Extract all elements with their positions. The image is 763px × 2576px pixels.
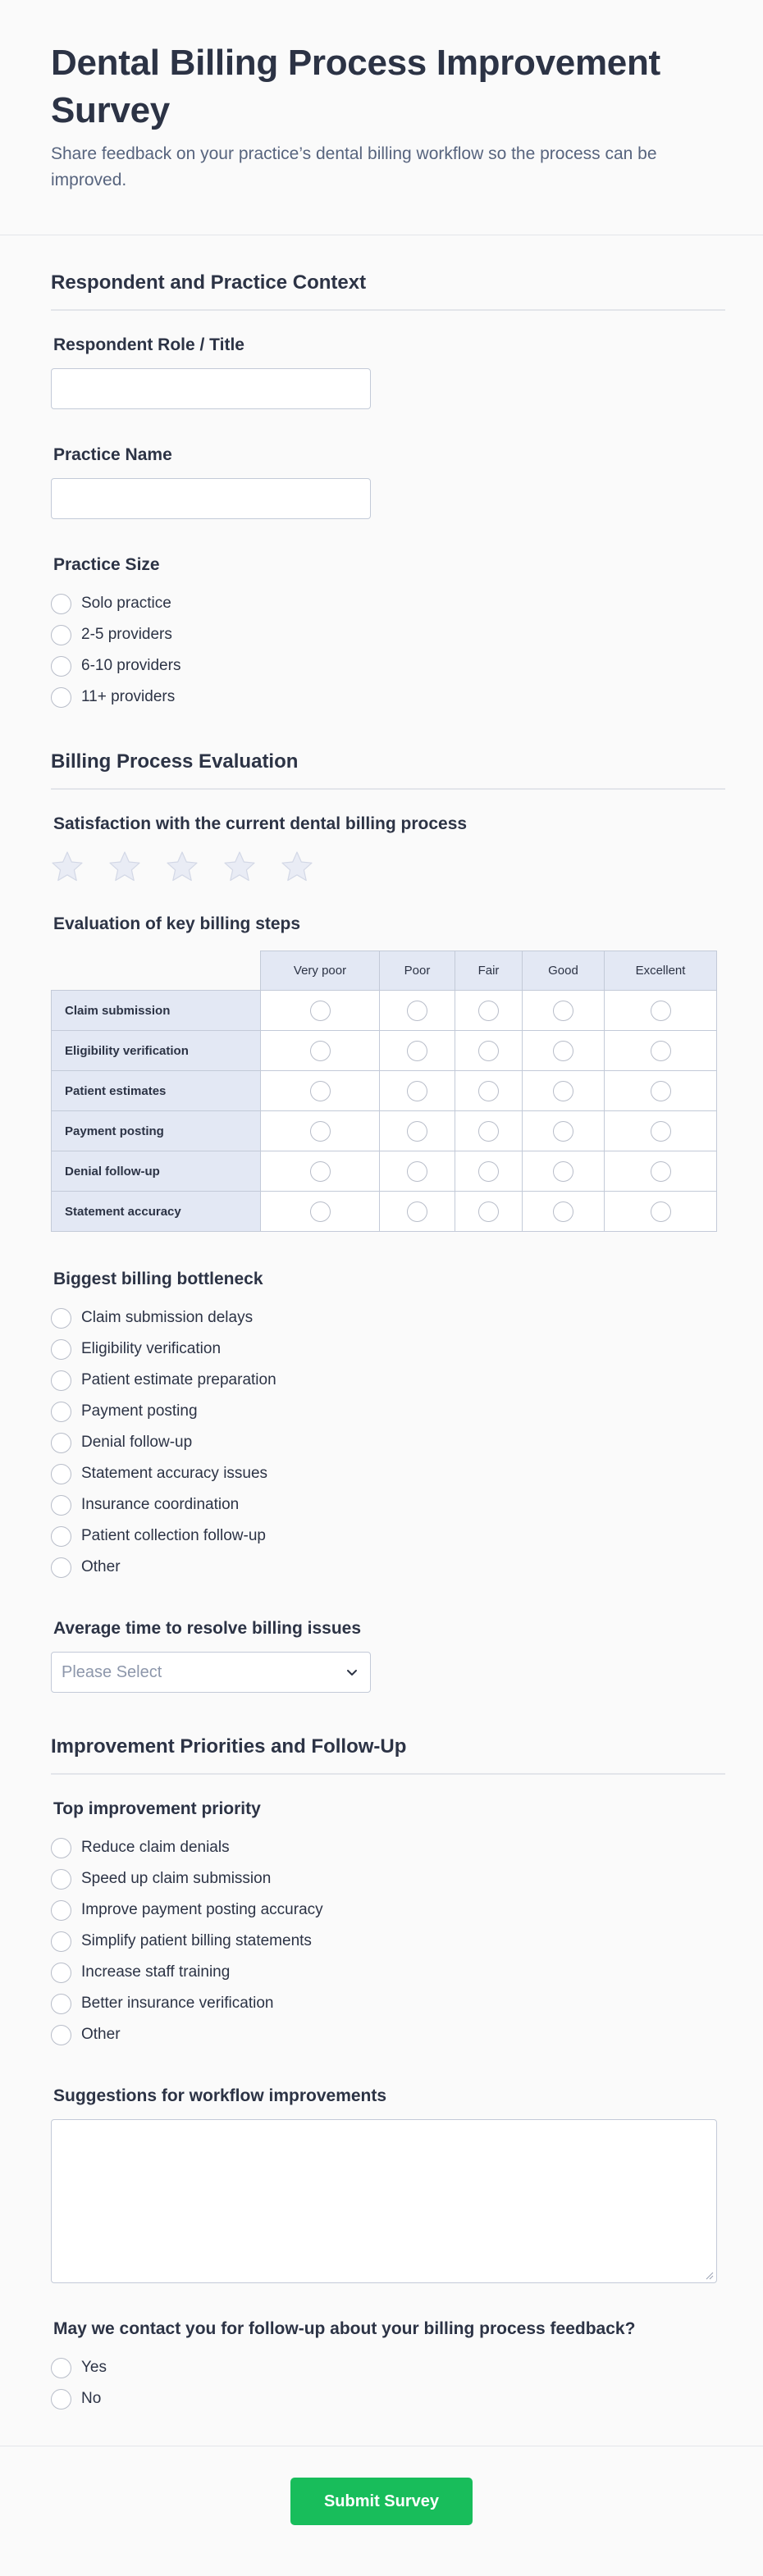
matrix-radio-button[interactable] xyxy=(651,1201,671,1222)
matrix-body xyxy=(52,991,717,1232)
radio-label: Patient estimate preparation xyxy=(81,1371,276,1388)
radio-button[interactable] xyxy=(51,625,71,645)
radio-option[interactable] xyxy=(51,650,725,682)
radio-option[interactable] xyxy=(51,1489,725,1521)
matrix-cell xyxy=(455,1111,523,1151)
section-heading: Billing Process Evaluation xyxy=(51,750,725,790)
evaluation-matrix xyxy=(51,951,717,1232)
matrix-cell xyxy=(380,1192,455,1232)
question-suggestions xyxy=(51,2086,725,2283)
matrix-radio-button[interactable] xyxy=(553,1081,573,1101)
star-icon[interactable] xyxy=(51,850,84,883)
radio-label: Reduce claim denials xyxy=(81,1839,230,1856)
matrix-cell xyxy=(523,1071,605,1111)
radio-label: Increase staff training xyxy=(81,1963,231,1981)
star-rating xyxy=(51,850,725,883)
radio-button[interactable] xyxy=(51,1464,71,1484)
radio-button[interactable] xyxy=(51,1526,71,1547)
matrix-radio-button[interactable] xyxy=(407,1201,427,1222)
question-bottleneck xyxy=(51,1270,725,1583)
matrix-row-label: Claim submission xyxy=(52,991,261,1031)
matrix-column-header: Very poor xyxy=(261,951,380,991)
radio-label: Denial follow-up xyxy=(81,1434,193,1451)
radio-option[interactable] xyxy=(51,1988,725,2019)
form-content xyxy=(0,271,763,2414)
radio-button[interactable] xyxy=(51,1308,71,1329)
matrix-cell xyxy=(261,1151,380,1192)
resolve-time-select[interactable] xyxy=(51,1652,371,1693)
question-label: Evaluation of key billing steps xyxy=(53,914,301,933)
radio-option[interactable] xyxy=(51,1926,725,1957)
matrix-row-label: Patient estimates xyxy=(52,1071,261,1111)
matrix-radio-button[interactable] xyxy=(310,1161,331,1182)
matrix-cell xyxy=(605,991,717,1031)
section-improvement-priorities xyxy=(51,1735,725,2414)
radio-label: Claim submission delays xyxy=(81,1309,254,1326)
matrix-radio-button[interactable] xyxy=(651,1121,671,1142)
matrix-radio-button[interactable] xyxy=(478,1121,499,1142)
matrix-radio-button[interactable] xyxy=(310,1201,331,1222)
radio-option[interactable] xyxy=(51,1334,725,1365)
radio-button[interactable] xyxy=(51,1931,71,1952)
radio-label: Simplify patient billing statements xyxy=(81,1932,312,1949)
radio-label: Yes xyxy=(81,2359,107,2376)
question-priority xyxy=(51,1799,725,2050)
radio-label: Patient collection follow-up xyxy=(81,1527,266,1544)
radio-button[interactable] xyxy=(51,1402,71,1422)
radio-button[interactable] xyxy=(51,1994,71,2014)
matrix-cell xyxy=(523,1151,605,1192)
matrix-radio-button[interactable] xyxy=(310,1081,331,1101)
section-respondent-context xyxy=(51,271,725,713)
matrix-radio-button[interactable] xyxy=(553,1201,573,1222)
matrix-row-label: Statement accuracy xyxy=(52,1192,261,1232)
radio-button[interactable] xyxy=(51,1900,71,1921)
matrix-radio-button[interactable] xyxy=(478,1201,499,1222)
radio-option[interactable] xyxy=(51,1894,725,1926)
radio-option[interactable] xyxy=(51,1396,725,1427)
matrix-cell xyxy=(455,1031,523,1071)
bottleneck-radio-group xyxy=(51,1302,725,1583)
radio-option[interactable] xyxy=(51,1832,725,1863)
radio-label: No xyxy=(81,2390,102,2407)
radio-option[interactable] xyxy=(51,2019,725,2050)
matrix-cell xyxy=(605,1192,717,1232)
matrix-row xyxy=(52,1111,717,1151)
select-placeholder: Please Select xyxy=(62,1662,162,1681)
matrix-row xyxy=(52,991,717,1031)
matrix-radio-button[interactable] xyxy=(407,1081,427,1101)
radio-option[interactable] xyxy=(51,1957,725,1988)
matrix-header-row xyxy=(52,951,717,991)
suggestions-textarea[interactable] xyxy=(51,2119,717,2283)
star-icon[interactable] xyxy=(223,850,256,883)
matrix-radio-button[interactable] xyxy=(407,1041,427,1061)
matrix-row xyxy=(52,1151,717,1192)
matrix-radio-button[interactable] xyxy=(553,1041,573,1061)
radio-label: 11+ providers xyxy=(81,688,176,705)
radio-button[interactable] xyxy=(51,1339,71,1360)
matrix-row-label: Payment posting xyxy=(52,1111,261,1151)
matrix-cell xyxy=(380,1111,455,1151)
radio-label: Eligibility verification xyxy=(81,1340,222,1357)
matrix-cell xyxy=(605,1071,717,1111)
matrix-radio-button[interactable] xyxy=(407,1161,427,1182)
matrix-cell xyxy=(380,1031,455,1071)
radio-button[interactable] xyxy=(51,656,71,677)
matrix-radio-button[interactable] xyxy=(478,1161,499,1182)
chevron-down-icon xyxy=(344,1664,360,1680)
matrix-radio-button[interactable] xyxy=(310,1001,331,1021)
matrix-radio-button[interactable] xyxy=(478,1081,499,1101)
matrix-radio-button[interactable] xyxy=(553,1161,573,1182)
radio-label: Insurance coordination xyxy=(81,1496,240,1513)
radio-label: Other xyxy=(81,2026,121,2043)
radio-label: Better insurance verification xyxy=(81,1995,274,2012)
matrix-cell xyxy=(605,1031,717,1071)
matrix-radio-button[interactable] xyxy=(478,1001,499,1021)
matrix-cell xyxy=(261,991,380,1031)
matrix-radio-button[interactable] xyxy=(553,1001,573,1021)
matrix-radio-button[interactable] xyxy=(651,1161,671,1182)
question-label: Practice Size xyxy=(53,555,160,574)
question-label: Satisfaction with the current dental billing process xyxy=(53,814,468,833)
matrix-cell xyxy=(380,1151,455,1192)
matrix-cell xyxy=(261,1111,380,1151)
matrix-cell xyxy=(380,991,455,1031)
matrix-cell xyxy=(605,1111,717,1151)
star-icon[interactable] xyxy=(108,850,141,883)
star-icon[interactable] xyxy=(166,850,199,883)
practice-size-radio-group xyxy=(51,588,725,713)
matrix-cell xyxy=(455,1151,523,1192)
question-role xyxy=(51,335,725,409)
radio-option[interactable] xyxy=(51,588,725,619)
radio-label: Other xyxy=(81,1558,121,1575)
section-heading: Respondent and Practice Context xyxy=(51,271,725,311)
radio-label: 6-10 providers xyxy=(81,657,181,674)
radio-label: Statement accuracy issues xyxy=(81,1465,268,1482)
matrix-row-label: Eligibility verification xyxy=(52,1031,261,1071)
radio-option[interactable] xyxy=(51,1863,725,1894)
matrix-radio-button[interactable] xyxy=(553,1121,573,1142)
question-label: Top improvement priority xyxy=(53,1799,261,1818)
matrix-cell xyxy=(523,1192,605,1232)
radio-button[interactable] xyxy=(51,1963,71,1983)
question-practice-name xyxy=(51,445,725,519)
radio-button[interactable] xyxy=(51,2389,71,2410)
question-contact xyxy=(51,2319,725,2414)
radio-button[interactable] xyxy=(51,1869,71,1890)
section-heading: Improvement Priorities and Follow-Up xyxy=(51,1735,725,1775)
submit-button[interactable]: Submit Survey xyxy=(290,2478,473,2525)
radio-option[interactable] xyxy=(51,1365,725,1396)
matrix-cell xyxy=(455,1192,523,1232)
matrix-cell xyxy=(455,1071,523,1111)
radio-option[interactable] xyxy=(51,1458,725,1489)
matrix-column-header: Good xyxy=(523,951,605,991)
radio-option[interactable] xyxy=(51,1427,725,1458)
radio-label: Improve payment posting accuracy xyxy=(81,1901,323,1918)
matrix-column-header: Excellent xyxy=(605,951,717,991)
form-footer xyxy=(0,2446,763,2525)
matrix-radio-button[interactable] xyxy=(651,1041,671,1061)
page-title: Dental Billing Process Improvement Survey xyxy=(51,43,660,130)
radio-button[interactable] xyxy=(51,2025,71,2045)
resize-grip-icon[interactable] xyxy=(704,2270,714,2280)
radio-option[interactable] xyxy=(51,1521,725,1552)
matrix-cell xyxy=(523,1111,605,1151)
role-input[interactable] xyxy=(51,368,371,409)
question-practice-size xyxy=(51,555,725,713)
radio-option[interactable] xyxy=(51,2352,725,2383)
radio-label: Speed up claim submission xyxy=(81,1870,272,1887)
priority-radio-group xyxy=(51,1832,725,2050)
radio-button[interactable] xyxy=(51,687,71,708)
contact-radio-group xyxy=(51,2352,725,2414)
question-label: Average time to resolve billing issues xyxy=(53,1619,362,1638)
question-label: Practice Name xyxy=(53,445,172,464)
radio-option[interactable] xyxy=(51,619,725,650)
radio-label: 2-5 providers xyxy=(81,626,172,643)
matrix-radio-button[interactable] xyxy=(407,1001,427,1021)
matrix-radio-button[interactable] xyxy=(310,1121,331,1142)
question-matrix xyxy=(51,914,725,1232)
matrix-column-header: Fair xyxy=(455,951,523,991)
matrix-radio-button[interactable] xyxy=(407,1121,427,1142)
matrix-cell xyxy=(605,1151,717,1192)
star-icon[interactable] xyxy=(281,850,313,883)
radio-option[interactable] xyxy=(51,1302,725,1334)
radio-option[interactable] xyxy=(51,1552,725,1583)
question-satisfaction xyxy=(51,814,725,883)
matrix-cell xyxy=(261,1071,380,1111)
matrix-radio-button[interactable] xyxy=(310,1041,331,1061)
radio-button[interactable] xyxy=(51,2358,71,2378)
matrix-column-header: Poor xyxy=(380,951,455,991)
radio-button[interactable] xyxy=(51,1557,71,1578)
matrix-cell xyxy=(380,1071,455,1111)
matrix-row xyxy=(52,1031,717,1071)
matrix-cell xyxy=(523,991,605,1031)
matrix-radio-button[interactable] xyxy=(478,1041,499,1061)
matrix-row xyxy=(52,1192,717,1232)
practice-name-input[interactable] xyxy=(51,478,371,519)
matrix-radio-button[interactable] xyxy=(651,1081,671,1101)
matrix-cell xyxy=(261,1192,380,1232)
matrix-cell xyxy=(261,1031,380,1071)
radio-option[interactable] xyxy=(51,2383,725,2414)
radio-button[interactable] xyxy=(51,594,71,614)
question-label: Biggest billing bottleneck xyxy=(53,1270,263,1288)
radio-option[interactable] xyxy=(51,682,725,713)
question-label: Suggestions for workflow improvements xyxy=(53,2086,387,2105)
question-resolve-time xyxy=(51,1619,725,1693)
form-header xyxy=(0,0,763,235)
matrix-radio-button[interactable] xyxy=(651,1001,671,1021)
radio-button[interactable] xyxy=(51,1495,71,1516)
radio-button[interactable] xyxy=(51,1838,71,1858)
matrix-cell xyxy=(523,1031,605,1071)
question-label: May we contact you for follow-up about your billing process feedback? xyxy=(53,2319,636,2338)
matrix-row-label: Denial follow-up xyxy=(52,1151,261,1192)
radio-label: Solo practice xyxy=(81,595,171,612)
page-subtitle: Share feedback on your practice’s dental billing workflow so the process can be improved. xyxy=(51,144,657,189)
matrix-cell xyxy=(455,991,523,1031)
section-billing-evaluation xyxy=(51,750,725,1693)
question-label: Respondent Role / Title xyxy=(53,335,244,354)
radio-button[interactable] xyxy=(51,1370,71,1391)
matrix-row xyxy=(52,1071,717,1111)
radio-label: Payment posting xyxy=(81,1402,198,1420)
radio-button[interactable] xyxy=(51,1433,71,1453)
matrix-corner xyxy=(52,951,261,991)
